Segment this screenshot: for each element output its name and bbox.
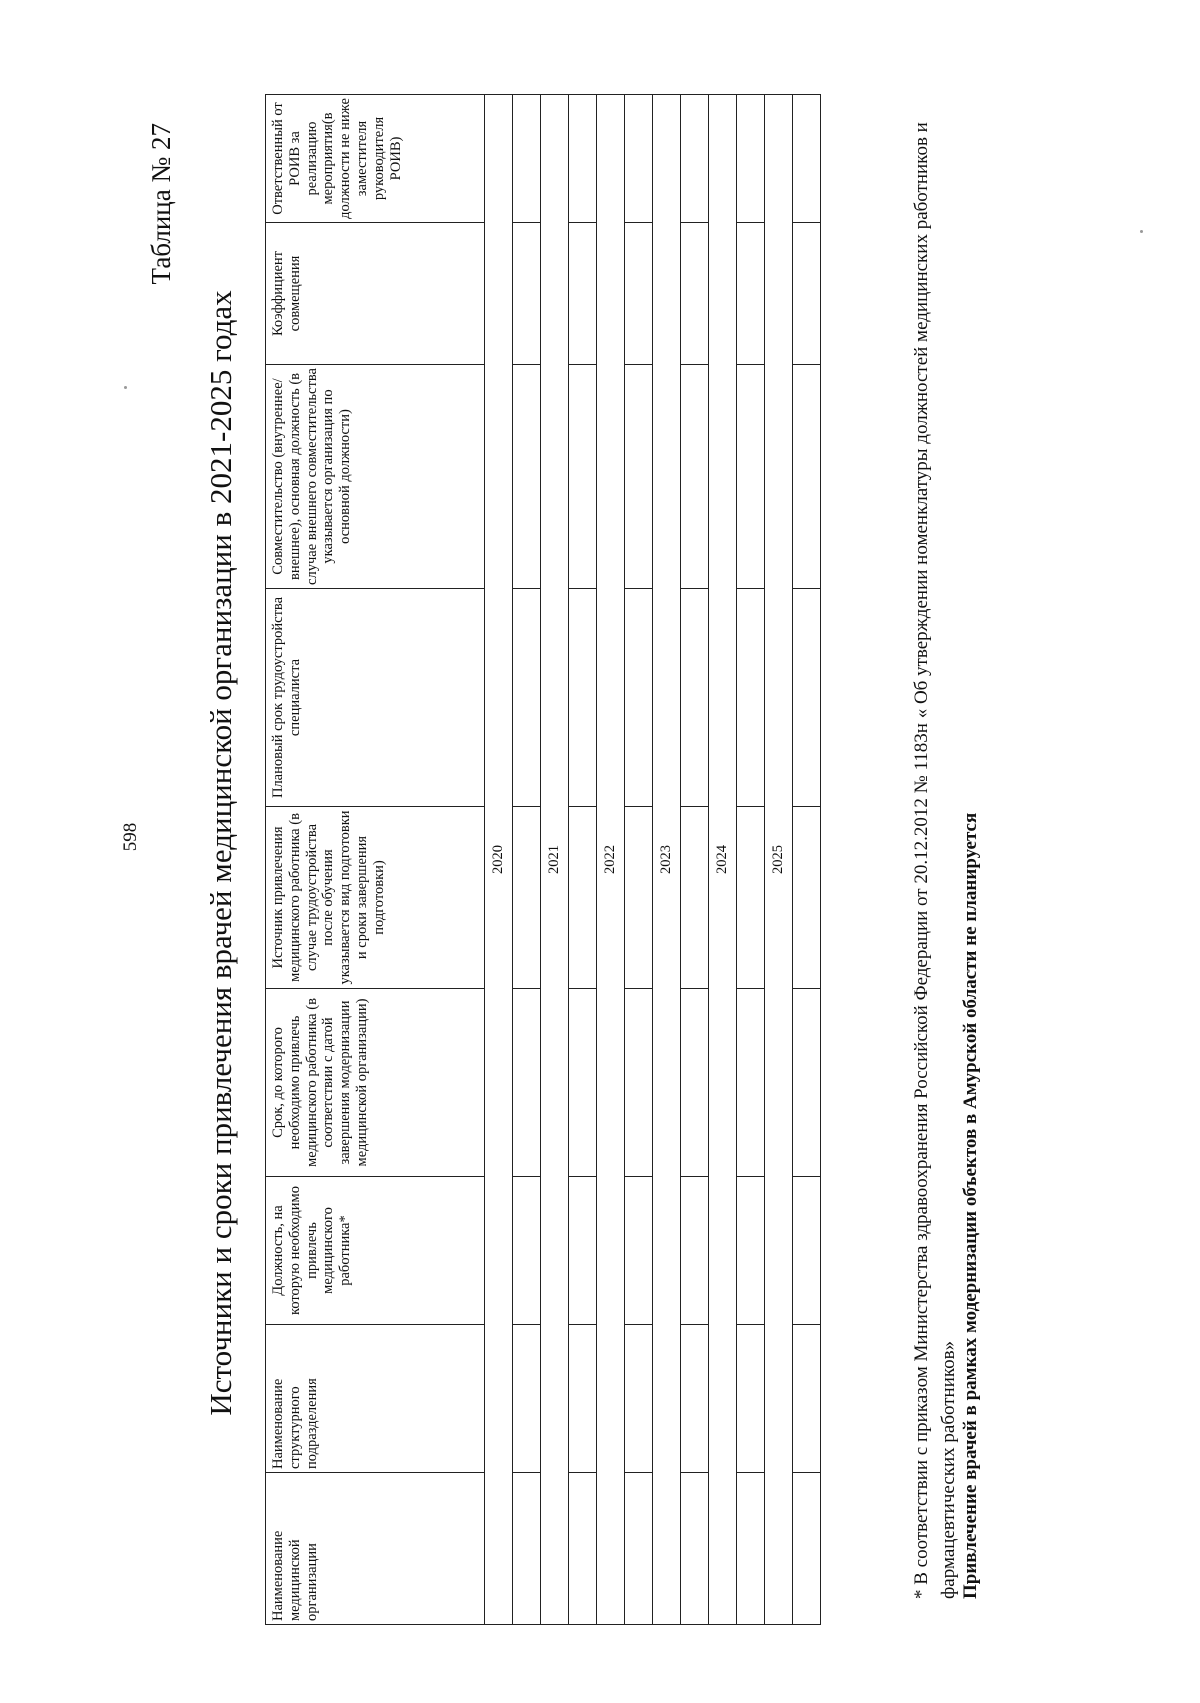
year-label: 2024 — [709, 95, 737, 1625]
table-row — [625, 95, 653, 1625]
year-label: 2025 — [765, 95, 793, 1625]
header-responsible: Ответственный от РОИВ за реализацию мероприятия(в должности не ниже заместителя руководителя РОИВ) — [266, 95, 485, 223]
year-row-2020 — [485, 95, 513, 1625]
table-header-row — [266, 95, 485, 1625]
page-number: 598 — [120, 822, 141, 852]
year-label: 2020 — [485, 95, 513, 1625]
header-source: Источник привлечения медицинского работника (в случае трудоустройства после обучения указывается вид подготовки и сроки завершения подготовки) — [266, 807, 485, 989]
footnote: * В соответствии с приказом Министерства здравоохранения Российской Федерации от 20.12.2012 № 1183н « Об утверждении номенклатуры должностей медицинских работников и фармацевтических работников» — [911, 122, 959, 1599]
year-row-2022 — [597, 95, 625, 1625]
header-deadline: Срок, до которого необходимо привлечь медицинского работника (в соответствии с датой завершения модернизации медицинской организации) — [266, 989, 485, 1177]
year-row-2021 — [541, 95, 569, 1625]
scan-speck — [1140, 230, 1143, 233]
table-row — [737, 95, 765, 1625]
table-row — [793, 95, 821, 1625]
table-row — [513, 95, 541, 1625]
year-row-2025 — [765, 95, 793, 1625]
year-row-2023 — [653, 95, 681, 1625]
header-coefficient: Коэффициент совмещения — [266, 223, 485, 365]
header-part-time: Совместительство (внутреннее/внешнее), основная должность (в случае внешнего совместительства указывается организация по основной должности) — [266, 365, 485, 589]
year-label: 2023 — [653, 95, 681, 1625]
page-title: Источники и сроки привлечения врачей медицинской организации в 2021-2025 годах — [203, 290, 238, 1416]
table-label: Таблица № 27 — [146, 123, 176, 285]
header-planned-term: Плановый срок трудоустройства специалиста — [266, 589, 485, 807]
header-subdivision: Наименование структурного подразделения — [266, 1325, 485, 1473]
summary-note: Привлечение врачей в рамках модернизации объектов в Амурской области не планируется — [960, 812, 981, 1599]
year-label: 2021 — [541, 95, 569, 1625]
year-label: 2022 — [597, 95, 625, 1625]
recruitment-table — [265, 94, 821, 1625]
header-position: Должность, на которую необходимо привлечь медицинского работника* — [266, 1177, 485, 1325]
table-row — [681, 95, 709, 1625]
scan-speck — [124, 386, 127, 389]
header-org-name: Наименование медицинской организации — [266, 1473, 485, 1625]
table-row — [569, 95, 597, 1625]
year-row-2024 — [709, 95, 737, 1625]
